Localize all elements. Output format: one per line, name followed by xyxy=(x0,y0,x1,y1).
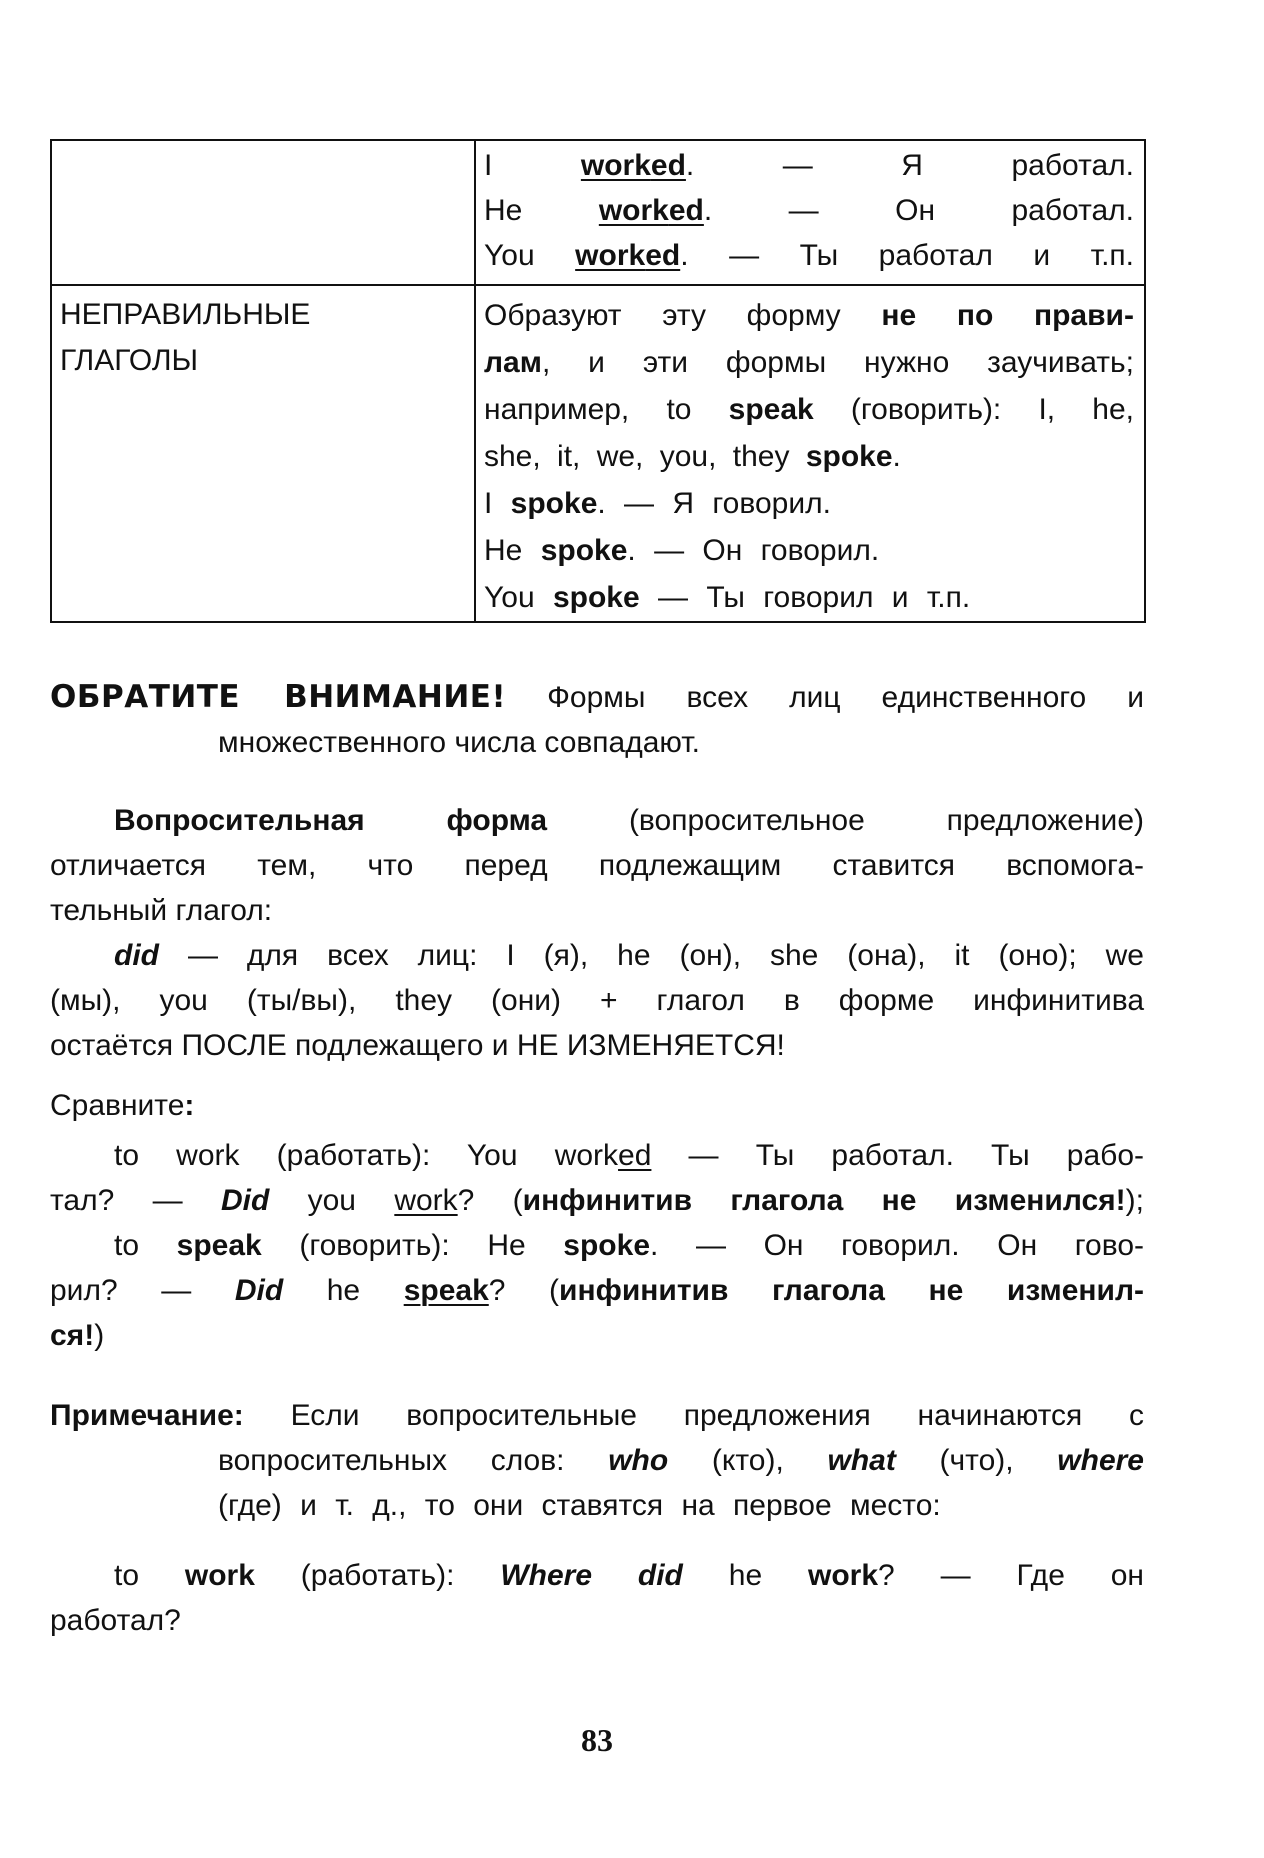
table-row-irregular xyxy=(51,285,1145,622)
attention-heading: ОБРАТИТЕ ВНИМАНИЕ! xyxy=(50,679,507,715)
verb-forms-table xyxy=(50,139,1146,623)
irregular-label-line: ГЛАГОЛЫ xyxy=(60,343,199,377)
question-form-section: Вопросительная форма (вопросительное предложение) отличается тем, что перед подлежащим ставится вспомога- тельный глагол: did — для всех лиц: I (я), he (он), she (она), it (оно); we (мы), you (ты/вы), they (они) + глагол в форме инфинитива остаётся ПОСЛЕ подлежащего и НЕ ИЗМЕНЯЕТСЯ! xyxy=(50,804,1144,1062)
table-cell-irregular-label xyxy=(51,285,475,622)
irregular-label-line: НЕПРАВИЛЬНЫЕ xyxy=(60,298,311,331)
compare-examples: to work (работать): You worked — Ты работал. Ты рабо- тал? — Did you work? (инфинитив глагола не изменился!); to speak (говорить): He spoke. — Он говорил. Он гово- рил? — Did he speak? (инфинитив глагола не изменил- ся!) xyxy=(50,1139,1144,1352)
attention-note: ОБРАТИТЕ ВНИМАНИЕ! Формы всех лиц единственного и множественного числа совпадают. xyxy=(50,679,1144,759)
table-cell-empty xyxy=(51,140,475,285)
note-section: Примечание: Если вопросительные предложения начинаются с вопросительных слов: who (кто), what (что), where (где) и т. д., то они ставятся на первое место: xyxy=(50,1399,1144,1522)
page-number: 83 xyxy=(581,1722,613,1758)
example-line: You worked. — Ты работал и т.п. xyxy=(484,239,1134,272)
example-line: I worked. — Я работал. xyxy=(484,149,1134,182)
example-line: He worked. — Он работал. xyxy=(484,194,1134,227)
table-cell-regular-examples xyxy=(475,140,1145,285)
note-label: Примечание: xyxy=(50,1399,244,1432)
note-example: to work (работать): Where did he work? — Где он работал? xyxy=(50,1559,1144,1637)
compare-section: Сравните: xyxy=(50,1089,195,1122)
question-form-term: Вопросительная форма xyxy=(114,804,548,837)
table-row-regular xyxy=(51,140,1145,285)
table-cell-irregular-explanation: Образуют эту форму не по прави- лам, и эти формы нужно заучивать; например, to speak (говорить): I, he, she, it, we, you, they spoke. I spoke. — Я говорил. He spoke. — Он говорил. You spoke — Ты говорил и т.п. xyxy=(475,285,1145,622)
